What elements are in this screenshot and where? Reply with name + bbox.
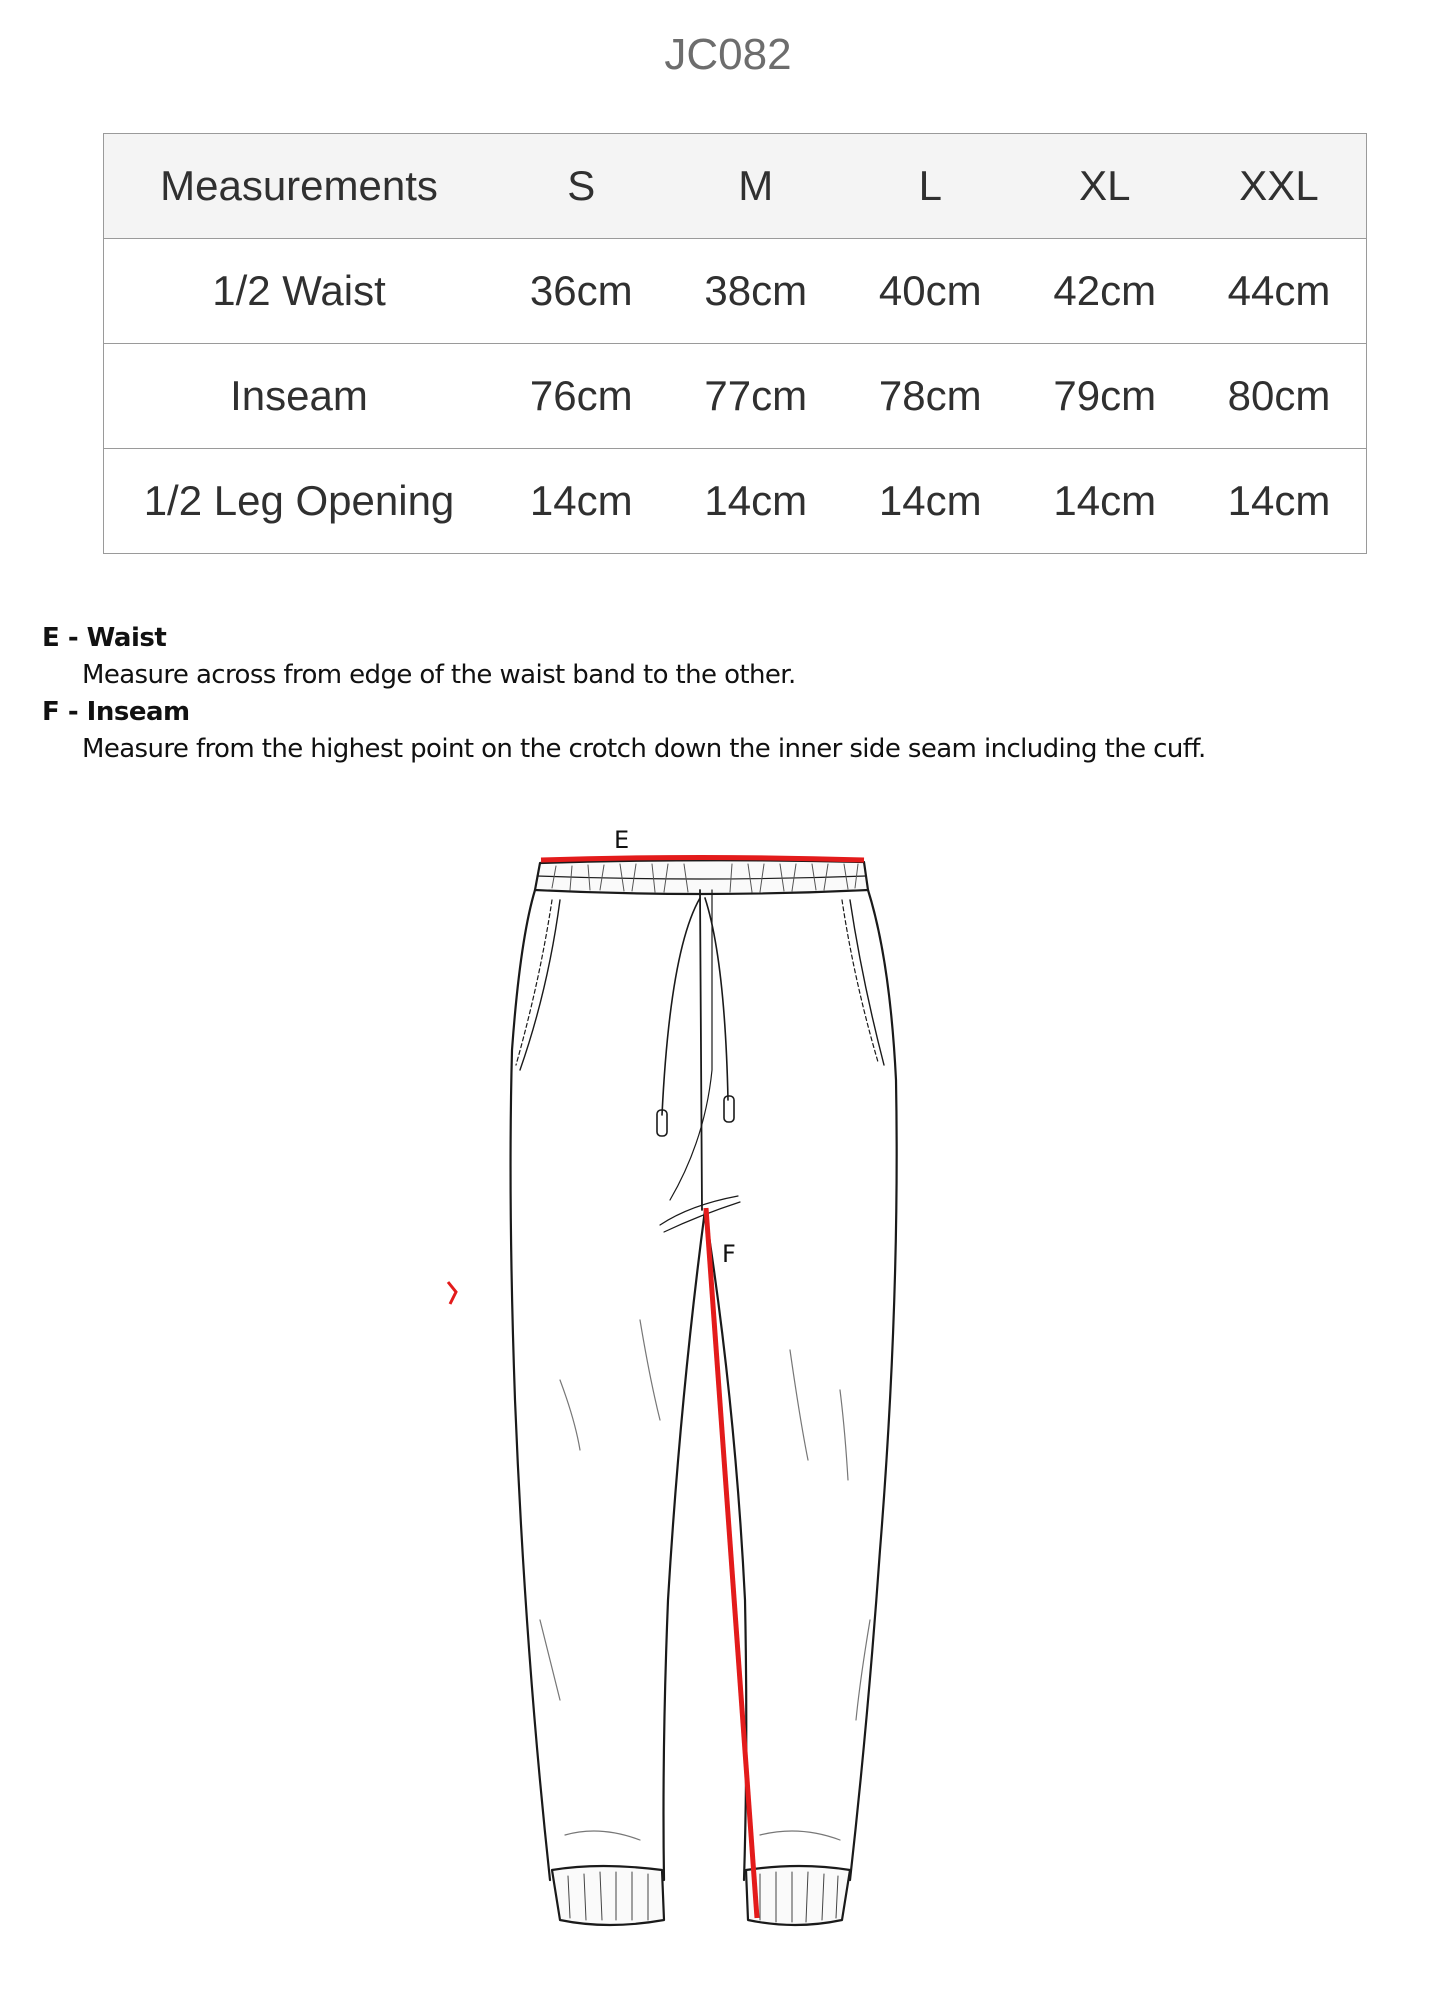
table-cell: 80cm <box>1192 344 1367 449</box>
header-cell-size: XXL <box>1192 134 1367 239</box>
header-cell-measurements: Measurements <box>104 134 495 239</box>
jogger-pants-diagram <box>430 820 930 1950</box>
product-code-title: JC082 <box>664 30 792 79</box>
table-cell: 14cm <box>1192 449 1367 554</box>
header-cell-size: L <box>843 134 1018 239</box>
note-text-waist: Measure across from edge of the waist band to the other. <box>82 660 796 690</box>
table-cell: 14cm <box>494 449 669 554</box>
table-cell: 14cm <box>1018 449 1193 554</box>
table-cell: 42cm <box>1018 239 1193 344</box>
table-cell: 14cm <box>843 449 1018 554</box>
table-cell: 40cm <box>843 239 1018 344</box>
row-label: Inseam <box>104 344 495 449</box>
dimension-label-f: F <box>722 1240 736 1268</box>
table-cell: 78cm <box>843 344 1018 449</box>
table-cell: 79cm <box>1018 344 1193 449</box>
header-cell-size: M <box>669 134 844 239</box>
size-chart-table <box>103 133 1367 554</box>
table-cell: 36cm <box>494 239 669 344</box>
header-cell-size: S <box>494 134 669 239</box>
table-cell: 44cm <box>1192 239 1367 344</box>
table-cell: 14cm <box>669 449 844 554</box>
header-cell-size: XL <box>1018 134 1193 239</box>
note-heading-waist: E - Waist <box>42 623 167 653</box>
table-header-row <box>104 134 1367 239</box>
note-heading-inseam: F - Inseam <box>42 697 190 727</box>
table-row <box>104 344 1367 449</box>
table-row <box>104 239 1367 344</box>
dimension-label-e: E <box>614 826 630 854</box>
note-text-inseam: Measure from the highest point on the crotch down the inner side seam including the cuff. <box>82 734 1206 764</box>
measurement-notes <box>42 620 1422 768</box>
table-cell: 77cm <box>669 344 844 449</box>
row-label: 1/2 Leg Opening <box>104 449 495 554</box>
table-cell: 76cm <box>494 344 669 449</box>
table-row <box>104 449 1367 554</box>
row-label: 1/2 Waist <box>104 239 495 344</box>
table-cell: 38cm <box>669 239 844 344</box>
